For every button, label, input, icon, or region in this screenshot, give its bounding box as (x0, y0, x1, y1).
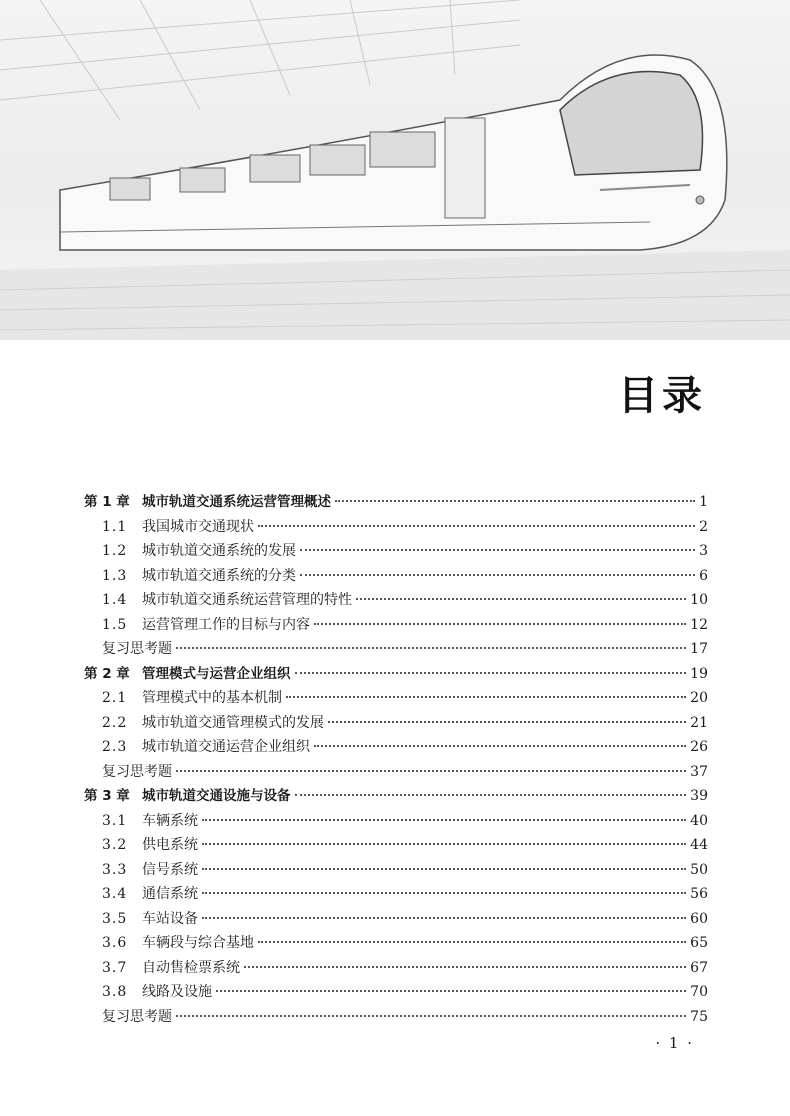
toc-page: 40 (690, 812, 708, 829)
dot-leader (258, 525, 695, 527)
toc-number: 1.5 (102, 616, 128, 633)
toc-number: 3.7 (102, 959, 128, 976)
toc-number: 2.2 (102, 714, 128, 731)
toc-title: 城市轨道交通系统运营管理概述 (142, 494, 331, 510)
toc-number: 3.6 (102, 935, 128, 951)
dot-leader (295, 794, 687, 796)
toc-title: 信号系统 (142, 861, 198, 878)
dot-leader (202, 868, 686, 870)
toc-review[interactable] (84, 1005, 708, 1030)
toc-number: 1.4 (102, 592, 128, 608)
toc-page: 56 (690, 886, 708, 902)
toc-title: 管理模式中的基本机制 (142, 690, 282, 706)
toc-section[interactable] (84, 686, 708, 711)
page-title: 目录 (618, 373, 706, 419)
toc-number: 3.8 (102, 984, 128, 1000)
dot-leader (176, 647, 686, 649)
toc-section[interactable] (84, 882, 708, 907)
dot-leader (300, 549, 695, 551)
toc-title: 复习思考题 (102, 763, 172, 780)
toc-title: 城市轨道交通系统的分类 (142, 567, 296, 584)
toc-number: 1.3 (102, 567, 128, 584)
toc-section[interactable] (84, 931, 708, 956)
toc-section[interactable] (84, 588, 708, 613)
toc-section[interactable] (84, 956, 708, 981)
dot-leader (314, 623, 686, 625)
toc-title: 车辆系统 (142, 812, 198, 829)
toc-number: 第 1 章 (84, 494, 130, 510)
dot-leader (258, 941, 686, 943)
toc-number: 第 3 章 (84, 788, 130, 804)
toc-title: 车站设备 (142, 910, 198, 927)
toc-page: 20 (690, 690, 708, 706)
toc-title: 运营管理工作的目标与内容 (142, 616, 310, 633)
toc-page: 10 (690, 592, 708, 608)
dot-leader (356, 598, 686, 600)
toc-page: 60 (690, 910, 708, 927)
toc-section[interactable] (84, 907, 708, 932)
toc-chapter[interactable] (84, 662, 708, 687)
toc-number: 第 2 章 (84, 665, 130, 682)
dot-leader (244, 966, 686, 968)
toc-title: 城市轨道交通管理模式的发展 (142, 714, 324, 731)
toc-title: 我国城市交通现状 (142, 518, 254, 535)
dot-leader (286, 696, 686, 698)
toc-section[interactable] (84, 980, 708, 1005)
toc-number: 3.1 (102, 812, 128, 829)
toc-section[interactable] (84, 858, 708, 883)
toc-number: 1.2 (102, 543, 128, 559)
toc-review[interactable] (84, 760, 708, 785)
toc-title: 城市轨道交通系统的发展 (142, 543, 296, 559)
toc-title: 供电系统 (142, 837, 198, 853)
toc-section[interactable] (84, 515, 708, 540)
toc-title: 管理模式与运营企业组织 (142, 665, 291, 682)
dot-leader (216, 990, 686, 992)
table-of-contents (84, 490, 708, 1029)
toc-page: 75 (690, 1008, 708, 1025)
toc-page: 21 (690, 714, 708, 731)
toc-section[interactable] (84, 711, 708, 736)
toc-page: 39 (690, 788, 708, 804)
toc-page: 26 (690, 739, 708, 755)
toc-section[interactable] (84, 539, 708, 564)
toc-number: 3.3 (102, 861, 128, 878)
toc-number: 3.5 (102, 910, 128, 927)
dot-leader (295, 672, 687, 674)
toc-number: 2.3 (102, 739, 128, 755)
dot-leader (314, 745, 686, 747)
toc-page: 3 (699, 543, 708, 559)
toc-review[interactable] (84, 637, 708, 662)
toc-section[interactable] (84, 613, 708, 638)
toc-number: 2.1 (102, 690, 128, 706)
toc-title: 复习思考题 (102, 1008, 172, 1025)
toc-section[interactable] (84, 735, 708, 760)
toc-page: 2 (699, 518, 708, 535)
toc-number: 3.2 (102, 837, 128, 853)
toc-title: 线路及设施 (142, 984, 212, 1000)
toc-number: 1.1 (102, 518, 128, 535)
toc-page: 65 (690, 935, 708, 951)
toc-chapter[interactable] (84, 784, 708, 809)
toc-page: 37 (690, 763, 708, 780)
toc-page: 12 (690, 616, 708, 633)
toc-title: 城市轨道交通设施与设备 (142, 788, 291, 804)
toc-section[interactable] (84, 809, 708, 834)
toc-page: 67 (690, 959, 708, 976)
toc-title: 复习思考题 (102, 641, 172, 657)
dot-leader (335, 500, 695, 502)
toc-number: 3.4 (102, 886, 128, 902)
toc-page: 70 (690, 984, 708, 1000)
toc-title: 车辆段与综合基地 (142, 935, 254, 951)
dot-leader (202, 819, 686, 821)
toc-title: 自动售检票系统 (142, 959, 240, 976)
dot-leader (202, 917, 686, 919)
dot-leader (202, 843, 686, 845)
dot-leader (300, 574, 695, 576)
toc-chapter[interactable] (84, 490, 708, 515)
toc-title: 城市轨道交通系统运营管理的特性 (142, 592, 352, 608)
toc-section[interactable] (84, 833, 708, 858)
dot-leader (176, 770, 686, 772)
dot-leader (202, 892, 686, 894)
toc-title: 城市轨道交通运营企业组织 (142, 739, 310, 755)
toc-page: 6 (699, 567, 708, 584)
dot-leader (328, 721, 686, 723)
toc-page: 17 (690, 641, 708, 657)
toc-page: 19 (690, 665, 708, 682)
toc-section[interactable] (84, 564, 708, 589)
toc-page: 44 (690, 837, 708, 853)
header-illustration (0, 0, 790, 340)
toc-title: 通信系统 (142, 886, 198, 902)
toc-page: 50 (690, 861, 708, 878)
toc-page: 1 (699, 494, 708, 510)
page-number: · 1 · (655, 1034, 694, 1052)
train-illustration (0, 0, 790, 340)
dot-leader (176, 1015, 686, 1017)
